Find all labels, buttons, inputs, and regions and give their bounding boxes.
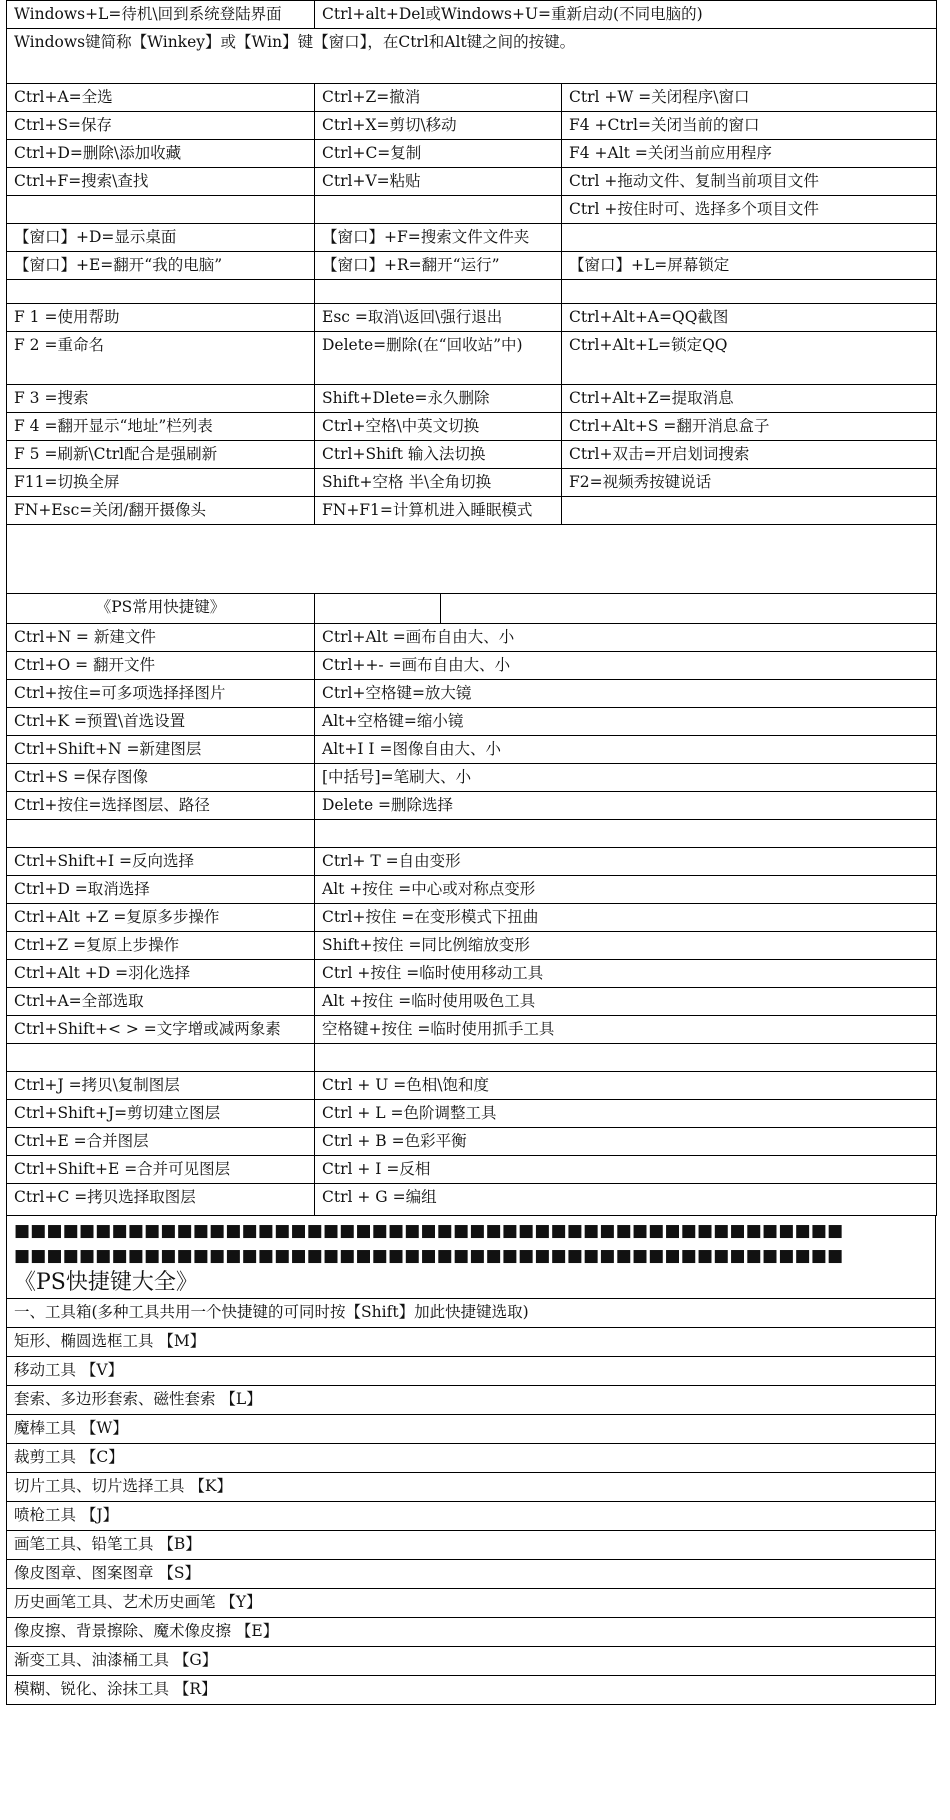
table-cell: Ctrl++- =画布自由大、小 (315, 652, 937, 680)
table-row (7, 332, 937, 385)
table-cell: Ctrl+按住=选择图层、路径 (7, 792, 315, 820)
list-item (7, 1415, 936, 1444)
table-cell: Ctrl+X=剪切\移动 (315, 112, 562, 140)
table-row-empty (7, 820, 937, 848)
table-row (7, 680, 937, 708)
winkey-note: Windows键简称【Winkey】或【Win】键【窗口】，在Ctrl和Alt键之间的按键。 (7, 29, 937, 84)
list-item (7, 1647, 936, 1676)
table-cell: Windows+L=待机\回到系统登陆界面 (7, 1, 315, 29)
table-row (7, 224, 937, 252)
table-row (7, 84, 937, 112)
table-cell: 【窗口】+R=翻开“运行” (315, 252, 562, 280)
table-cell: Ctrl+Alt+S =翻开消息盒子 (562, 413, 937, 441)
list-item (7, 1444, 936, 1473)
table-cell: Ctrl+Shift+E =合并可见图层 (7, 1156, 315, 1184)
table-cell: 渐变工具、油漆桶工具 【G】 (7, 1647, 936, 1676)
table-row (7, 764, 937, 792)
table-row-empty (7, 1044, 937, 1072)
list-item (7, 1502, 936, 1531)
table-row (7, 168, 937, 196)
table-cell: Ctrl+N = 新建文件 (7, 624, 315, 652)
table-row (7, 1, 937, 29)
table-row (7, 1016, 937, 1044)
table-row (7, 1184, 937, 1216)
table-cell: Ctrl+Alt+Z=提取消息 (562, 385, 937, 413)
table-cell: Alt+空格键=缩小镜 (315, 708, 937, 736)
table-cell: Shift+按住 =同比例缩放变形 (315, 932, 937, 960)
list-item (7, 1473, 936, 1502)
table-cell: Shift+Dlete=永久删除 (315, 385, 562, 413)
table-cell: Ctrl+V=粘贴 (315, 168, 562, 196)
table-row (7, 29, 937, 84)
toolbox-intro: 一、工具箱(多种工具共用一个快捷键的可同时按【Shift】加此快捷键选取) (7, 1299, 936, 1328)
table-row (7, 736, 937, 764)
table-cell: Alt+I I =图像自由大、小 (315, 736, 937, 764)
divider-squares (6, 1216, 936, 1269)
table-cell: Ctrl + L =色阶调整工具 (315, 1100, 937, 1128)
table-cell: Ctrl+Z=撤消 (315, 84, 562, 112)
table-row (7, 960, 937, 988)
table-cell: Ctrl+C =拷贝选择取图层 (7, 1184, 315, 1216)
table-row (7, 252, 937, 280)
square-row: ■■■■■■■■■■■■■■■■■■■■■■■■■■■■■■■■■■■■■■■■■■■■■■■■■■■ (14, 1246, 844, 1266)
table-row (7, 876, 937, 904)
toolbox-title: 《PS快捷键大全》 (7, 1269, 936, 1299)
table-cell: F 5 =刷新\Ctrl配合是强刷新 (7, 441, 315, 469)
table-cell (441, 594, 937, 624)
windows-shortcuts-table-a (6, 83, 937, 594)
table-row (7, 1299, 936, 1328)
table-cell: 魔棒工具 【W】 (7, 1415, 936, 1444)
table-row (7, 792, 937, 820)
table-row (7, 848, 937, 876)
table-cell: 移动工具 【V】 (7, 1357, 936, 1386)
table-cell: Ctrl+F=搜索\查找 (7, 168, 315, 196)
table-cell: Ctrl+Alt+L=锁定QQ (562, 332, 937, 385)
table-cell: Ctrl +按住 =临时使用移动工具 (315, 960, 937, 988)
table-cell: 裁剪工具 【C】 (7, 1444, 936, 1473)
table-cell: Ctrl + G =编组 (315, 1184, 937, 1216)
list-item (7, 1328, 936, 1357)
table-cell: Ctrl +W =关闭程序\窗口 (562, 84, 937, 112)
table-cell: Ctrl+空格\中英文切换 (315, 413, 562, 441)
table-cell: Ctrl+Alt +D =羽化选择 (7, 960, 315, 988)
table-cell: 像皮擦、背景擦除、魔术像皮擦 【E】 (7, 1618, 936, 1647)
table-cell: Ctrl + B =色彩平衡 (315, 1128, 937, 1156)
table-cell: Ctrl+S =保存图像 (7, 764, 315, 792)
table-cell: Ctrl+Shift+N =新建图层 (7, 736, 315, 764)
table-cell: 模糊、锐化、涂抹工具 【R】 (7, 1676, 936, 1705)
table-row (7, 1072, 937, 1100)
document-page (6, 0, 936, 1705)
table-row (7, 1100, 937, 1128)
table-row-empty (7, 525, 937, 594)
table-cell (562, 224, 937, 252)
table-cell: F4 +Alt =关闭当前应用程序 (562, 140, 937, 168)
table-cell: F 4 =翻开显示“地址”栏列表 (7, 413, 315, 441)
table-cell: F4 +Ctrl=关闭当前的窗口 (562, 112, 937, 140)
table-cell: Delete =删除选择 (315, 792, 937, 820)
table-cell: 像皮图章、图案图章 【S】 (7, 1560, 936, 1589)
table-cell: Ctrl+C=复制 (315, 140, 562, 168)
table-cell: [中括号]=笔刷大、小 (315, 764, 937, 792)
table-cell: F 2 =重命名 (7, 332, 315, 385)
table-cell: Ctrl+Alt +Z =复原多步操作 (7, 904, 315, 932)
table-row (7, 112, 937, 140)
list-item (7, 1531, 936, 1560)
table-cell: Ctrl+J =拷贝\复制图层 (7, 1072, 315, 1100)
table-cell: Delete=删除(在“回收站”中) (315, 332, 562, 385)
list-item (7, 1386, 936, 1415)
table-cell: 画笔工具、铅笔工具 【B】 (7, 1531, 936, 1560)
table-cell (7, 196, 315, 224)
table-cell: FN+Esc=关闭/翻开摄像头 (7, 497, 315, 525)
list-item (7, 1357, 936, 1386)
table-cell (315, 196, 562, 224)
table-cell: Ctrl + U =色相\饱和度 (315, 1072, 937, 1100)
table-cell: Alt +按住 =临时使用吸色工具 (315, 988, 937, 1016)
table-cell: Ctrl+按住=可多项选择择图片 (7, 680, 315, 708)
table-cell: FN+F1=计算机进入睡眠模式 (315, 497, 562, 525)
table-row (7, 385, 937, 413)
table-cell: Ctrl+Shift 输入法切换 (315, 441, 562, 469)
table-cell: Ctrl+A=全部选取 (7, 988, 315, 1016)
list-item (7, 1560, 936, 1589)
table-cell: 历史画笔工具、艺术历史画笔 【Y】 (7, 1589, 936, 1618)
table-cell: Ctrl+Z =复原上步操作 (7, 932, 315, 960)
table-row (7, 441, 937, 469)
table-cell: Ctrl+空格键=放大镜 (315, 680, 937, 708)
table-cell: Ctrl+Shift+< > =文字增或减两象素 (7, 1016, 315, 1044)
table-cell: Ctrl+alt+Del或Windows+U=重新启动(不同电脑的) (315, 1, 937, 29)
table-row (7, 304, 937, 332)
table-row (7, 988, 937, 1016)
table-row (7, 497, 937, 525)
table-cell (315, 594, 441, 624)
table-cell: Ctrl+A=全选 (7, 84, 315, 112)
table-cell (562, 497, 937, 525)
table-cell: Ctrl +拖动文件、复制当前项目文件 (562, 168, 937, 196)
table-cell: Ctrl + I =反相 (315, 1156, 937, 1184)
table-row-empty (7, 280, 937, 304)
table-row (7, 469, 937, 497)
table-row (7, 594, 937, 624)
table-cell: 【窗口】+F=搜索文件文件夹 (315, 224, 562, 252)
table-cell: F2=视频秀按键说话 (562, 469, 937, 497)
table-row (7, 196, 937, 224)
table-row (7, 708, 937, 736)
table-cell: Ctrl+D=删除\添加收藏 (7, 140, 315, 168)
table-cell: Ctrl+Alt =画布自由大、小 (315, 624, 937, 652)
windows-shortcuts-table (6, 0, 937, 84)
table-row (7, 624, 937, 652)
table-cell: Ctrl+Shift+J=剪切建立图层 (7, 1100, 315, 1128)
table-row (7, 904, 937, 932)
table-cell: Ctrl+双击=开启划词搜索 (562, 441, 937, 469)
table-row (7, 932, 937, 960)
table-cell: F11=切换全屏 (7, 469, 315, 497)
table-row (7, 140, 937, 168)
ps-table-title: 《PS常用快捷键》 (7, 594, 315, 624)
table-cell: Ctrl+K =预置\首选设置 (7, 708, 315, 736)
table-cell: Shift+空格 半\全角切换 (315, 469, 562, 497)
square-row: ■■■■■■■■■■■■■■■■■■■■■■■■■■■■■■■■■■■■■■■■■■■■■■■■■■■ (14, 1221, 844, 1241)
table-cell: 切片工具、切片选择工具 【K】 (7, 1473, 936, 1502)
table-cell: Esc =取消\返回\强行退出 (315, 304, 562, 332)
table-cell: Ctrl+Alt+A=QQ截图 (562, 304, 937, 332)
table-cell: Ctrl+S=保存 (7, 112, 315, 140)
table-row (7, 1269, 936, 1299)
table-cell: 【窗口】+D=显示桌面 (7, 224, 315, 252)
table-cell: F 1 =使用帮助 (7, 304, 315, 332)
table-cell: 空格键+按住 =临时使用抓手工具 (315, 1016, 937, 1044)
table-row (7, 1128, 937, 1156)
table-row (7, 652, 937, 680)
table-cell: Ctrl+E =合并图层 (7, 1128, 315, 1156)
table-cell: Ctrl+O = 翻开文件 (7, 652, 315, 680)
list-item (7, 1676, 936, 1705)
table-cell: 【窗口】+L=屏幕锁定 (562, 252, 937, 280)
toolbox-table (6, 1269, 936, 1705)
table-cell: 矩形、椭圆选框工具 【M】 (7, 1328, 936, 1357)
table-cell: Ctrl+D =取消选择 (7, 876, 315, 904)
table-cell: F 3 =搜索 (7, 385, 315, 413)
list-item (7, 1589, 936, 1618)
table-row (7, 413, 937, 441)
table-cell: Ctrl +按住时可、选择多个项目文件 (562, 196, 937, 224)
table-cell: Ctrl+ T =自由变形 (315, 848, 937, 876)
table-cell: Ctrl+Shift+I =反向选择 (7, 848, 315, 876)
table-cell: Ctrl+按住 =在变形模式下扭曲 (315, 904, 937, 932)
ps-shortcuts-table (6, 593, 937, 1216)
table-cell: 喷枪工具 【J】 (7, 1502, 936, 1531)
list-item (7, 1618, 936, 1647)
table-cell: 【窗口】+E=翻开“我的电脑” (7, 252, 315, 280)
table-row (7, 1156, 937, 1184)
table-cell: 套索、多边形套索、磁性套索 【L】 (7, 1386, 936, 1415)
table-cell: Alt +按住 =中心或对称点变形 (315, 876, 937, 904)
